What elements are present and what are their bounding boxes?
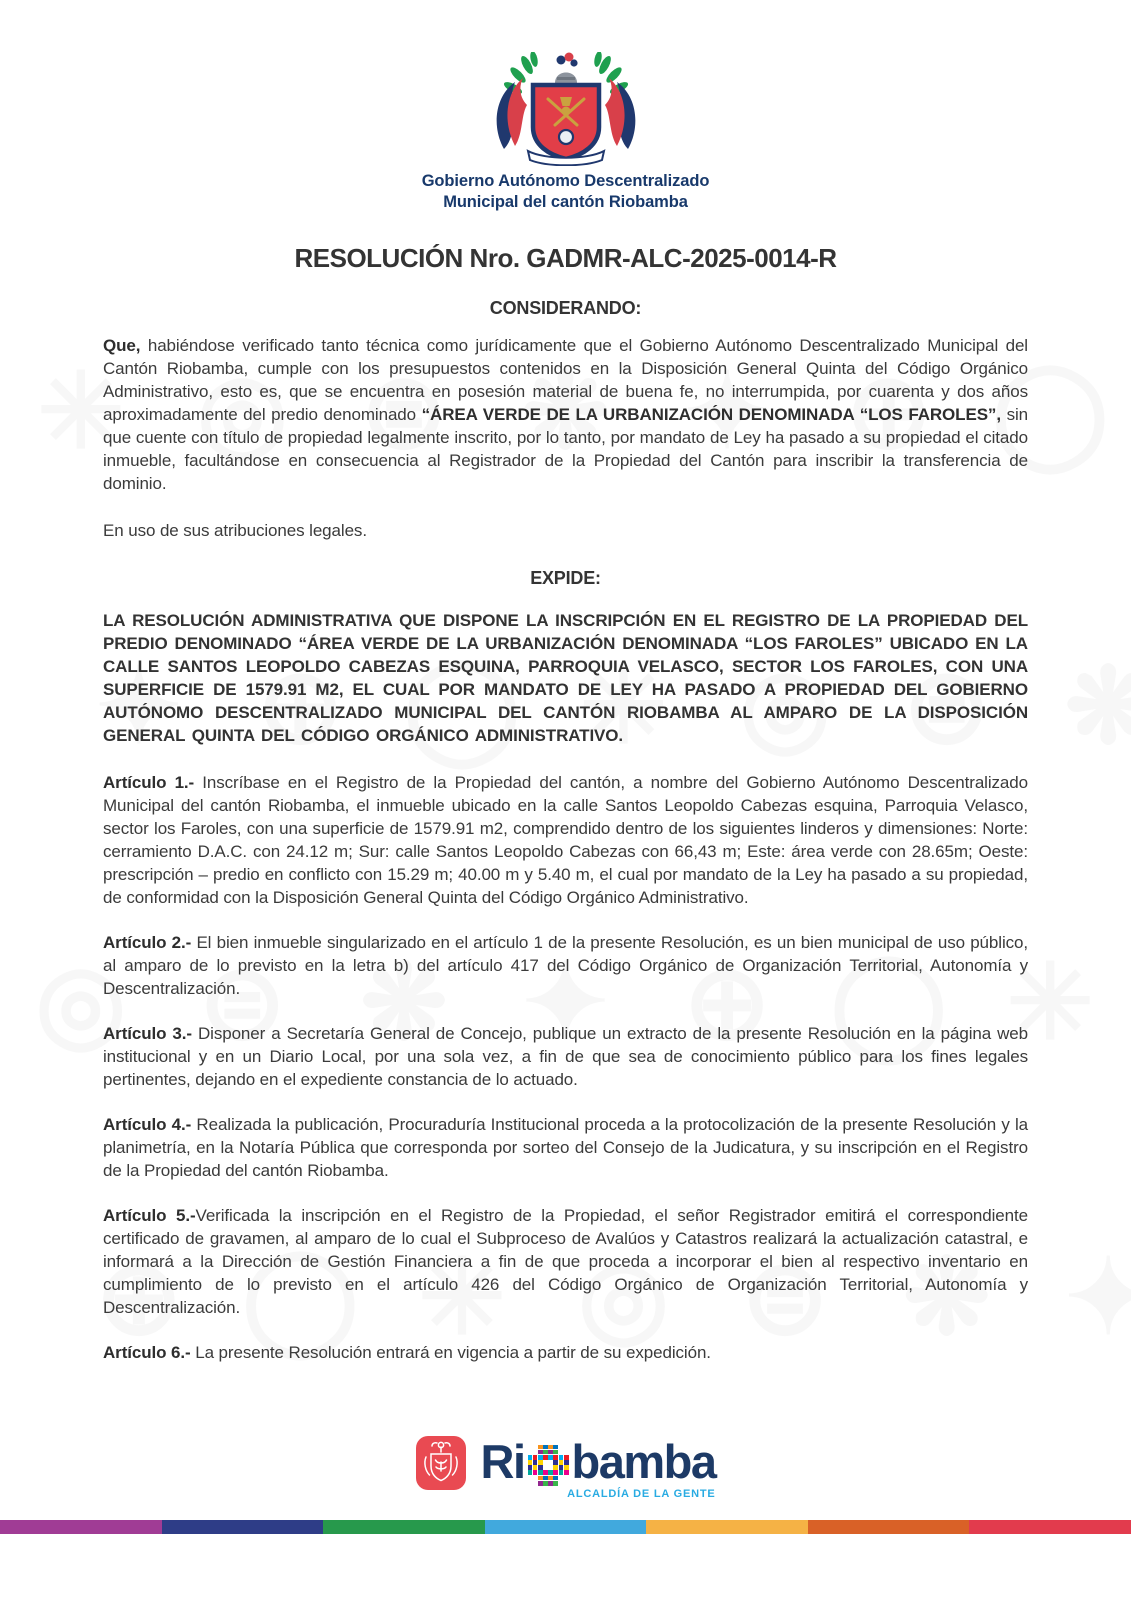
article-4: Artículo 4.- Realizada la publicación, Procuraduría Institucional proceda a la protocolización de la presente Resolución y la planimetría, en la Notaría Pública que corresponda por sorteo del Consejo de la Judicatura, y su inscripción en el Registro de la Propiedad del cantón Riobamba. bbox=[103, 1115, 1028, 1180]
footer-tagline: ALCALDÍA DE LA GENTE bbox=[567, 1488, 716, 1500]
footer-color-stripe bbox=[0, 1520, 1131, 1534]
article-6: Artículo 6.- La presente Resolución entrará en vigencia a partir de su expedición. bbox=[103, 1343, 711, 1362]
article-6-label: Artículo 6.- bbox=[103, 1343, 191, 1362]
org-name-line1: Gobierno Autónomo Descentralizado bbox=[421, 172, 710, 190]
expide-heading: EXPIDE: bbox=[530, 568, 601, 588]
article-3: Artículo 3.- Disponer a Secretaría General de Concejo, publique un extracto de la presente Resolución en la página web institucional y en un Diario Local, por una sola vez, a fin de que sea de conocimiento público para los fines legales pertinentes, dejando en el expediente constancia de lo actuado. bbox=[103, 1024, 1028, 1089]
considerando-heading: CONSIDERANDO: bbox=[489, 298, 642, 318]
article-2: Artículo 2.- El bien inmueble singularizado en el artículo 1 de la presente Resolución, es un bien municipal de uso público, al amparo de lo previsto en la letra b) del artículo 417 del Código Orgánico de Organización Territorial, Autonomía y Descentralización. bbox=[103, 933, 1028, 998]
riobamba-wordmark: Ri bamba bbox=[480, 1435, 716, 1488]
paragraph-que-lead: Que, bbox=[103, 336, 141, 355]
footer-brand bbox=[0, 1436, 1131, 1500]
article-2-label: Artículo 2.- bbox=[103, 933, 192, 952]
article-5-label: Artículo 5.- bbox=[103, 1206, 196, 1225]
riobamba-crest-badge-icon bbox=[416, 1436, 466, 1490]
article-1: Artículo 1.- Inscríbase en el Registro de la Propiedad del cantón, a nombre del Gobierno Autónomo Descentralizado Municipal del cantón Riobamba, el inmueble ubicado en la calle Santos Leopoldo Cabezas esquina, Parroquia Velasco, sector los Faroles, con una superficie de 1579.91 m2, comprendido dentro de los siguientes linderos y dimensiones: Norte: cerramiento D.A.C. con 24.12 m; Sur: calle Santos Leopoldo Cabezas con 66,43 m; Este: área verde con 28.65m; Oeste: prescripción – predio en conflicto con 15.29 m; 40.00 m y 5.40 m, el cual por mandato de la Ley ha pasado a su propiedad, de conformidad con la Disposición General Quinta del Código Orgánico Administrativo. bbox=[103, 773, 1028, 907]
coat-of-arms-icon bbox=[473, 52, 659, 166]
paragraph-que-bold-predio: “ÁREA VERDE DE LA URBANIZACIÓN DENOMINADA “LOS FAROLES”, bbox=[421, 405, 1001, 424]
article-1-label: Artículo 1.- bbox=[103, 773, 195, 792]
document-header bbox=[103, 0, 1028, 213]
article-3-label: Artículo 3.- bbox=[103, 1024, 192, 1043]
resolution-title: RESOLUCIÓN Nro. GADMR-ALC-2025-0014-R bbox=[294, 243, 837, 273]
article-5: Artículo 5.-Verificada la inscripción en el Registro de la Propiedad, el señor Registrador emitirá el correspondiente certificado de gravamen, al amparo de lo cual el Subproceso de Avalúos y Catastros realizará la actualización catastral, e informará a la Dirección de Gestión Financiera a fin de que proceda a incorporar el bien al respectivo inventario en cumplimiento de lo previsto en el artículo 426 del Código Orgánico de Organización Territorial, Autonomía y Descentralización. bbox=[103, 1206, 1028, 1317]
org-name-line2: Municipal del cantón Riobamba bbox=[443, 193, 688, 211]
paragraph-que: Que, habiéndose verificado tanto técnica como jurídicamente que el Gobierno Autónomo Descentralizado Municipal del Cantón Riobamba, cumple con los presupuestos contenidos en la Disposición General Quinta del Código Orgánico Administrativo, esto es, que se encuentra en posesión material de buena fe, no interrumpida, por cuarenta y dos años aproximadamente del predio denominado “ÁREA VERDE DE LA URBANIZACIÓN DENOMINADA “LOS FAROLES”, sin que cuente con título de propiedad legalmente inscrito, por lo tanto, por mandato de Ley ha pasado a su propiedad el citado inmueble, facultándose en consecuencia al Registrador de la Propiedad del Cantón para inscribir la transferencia de dominio. bbox=[103, 336, 1029, 493]
article-4-label: Artículo 4.- bbox=[103, 1115, 192, 1134]
chakana-cross-icon bbox=[528, 1445, 569, 1486]
paragraph-expide-body: LA RESOLUCIÓN ADMINISTRATIVA QUE DISPONE LA INSCRIPCIÓN EN EL REGISTRO DE LA PROPIEDAD DEL PREDIO DENOMINADO “ÁREA VERDE DE LA URBANIZACIÓN DENOMINADA “LOS FAROLES” UBICADO EN LA CALLE SANTOS LEOPOLDO CABEZAS ESQUINA, PARROQUIA VELASCO, SECTOR LOS FAROLES, CON UNA SUPERFICIE DE 1579.91 M2, EL CUAL POR MANDATO DE LEY HA PASADO A PROPIEDAD DEL GOBIERNO AUTÓNOMO DESCENTRALIZADO MUNICIPAL DEL CANTÓN RIOBAMBA AL AMPARO DE LA DISPOSICIÓN GENERAL QUINTA DEL CÓDIGO ORGÁNICO ADMINISTRATIVO. bbox=[103, 611, 1028, 745]
paragraph-atribuciones: En uso de sus atribuciones legales. bbox=[103, 521, 367, 540]
